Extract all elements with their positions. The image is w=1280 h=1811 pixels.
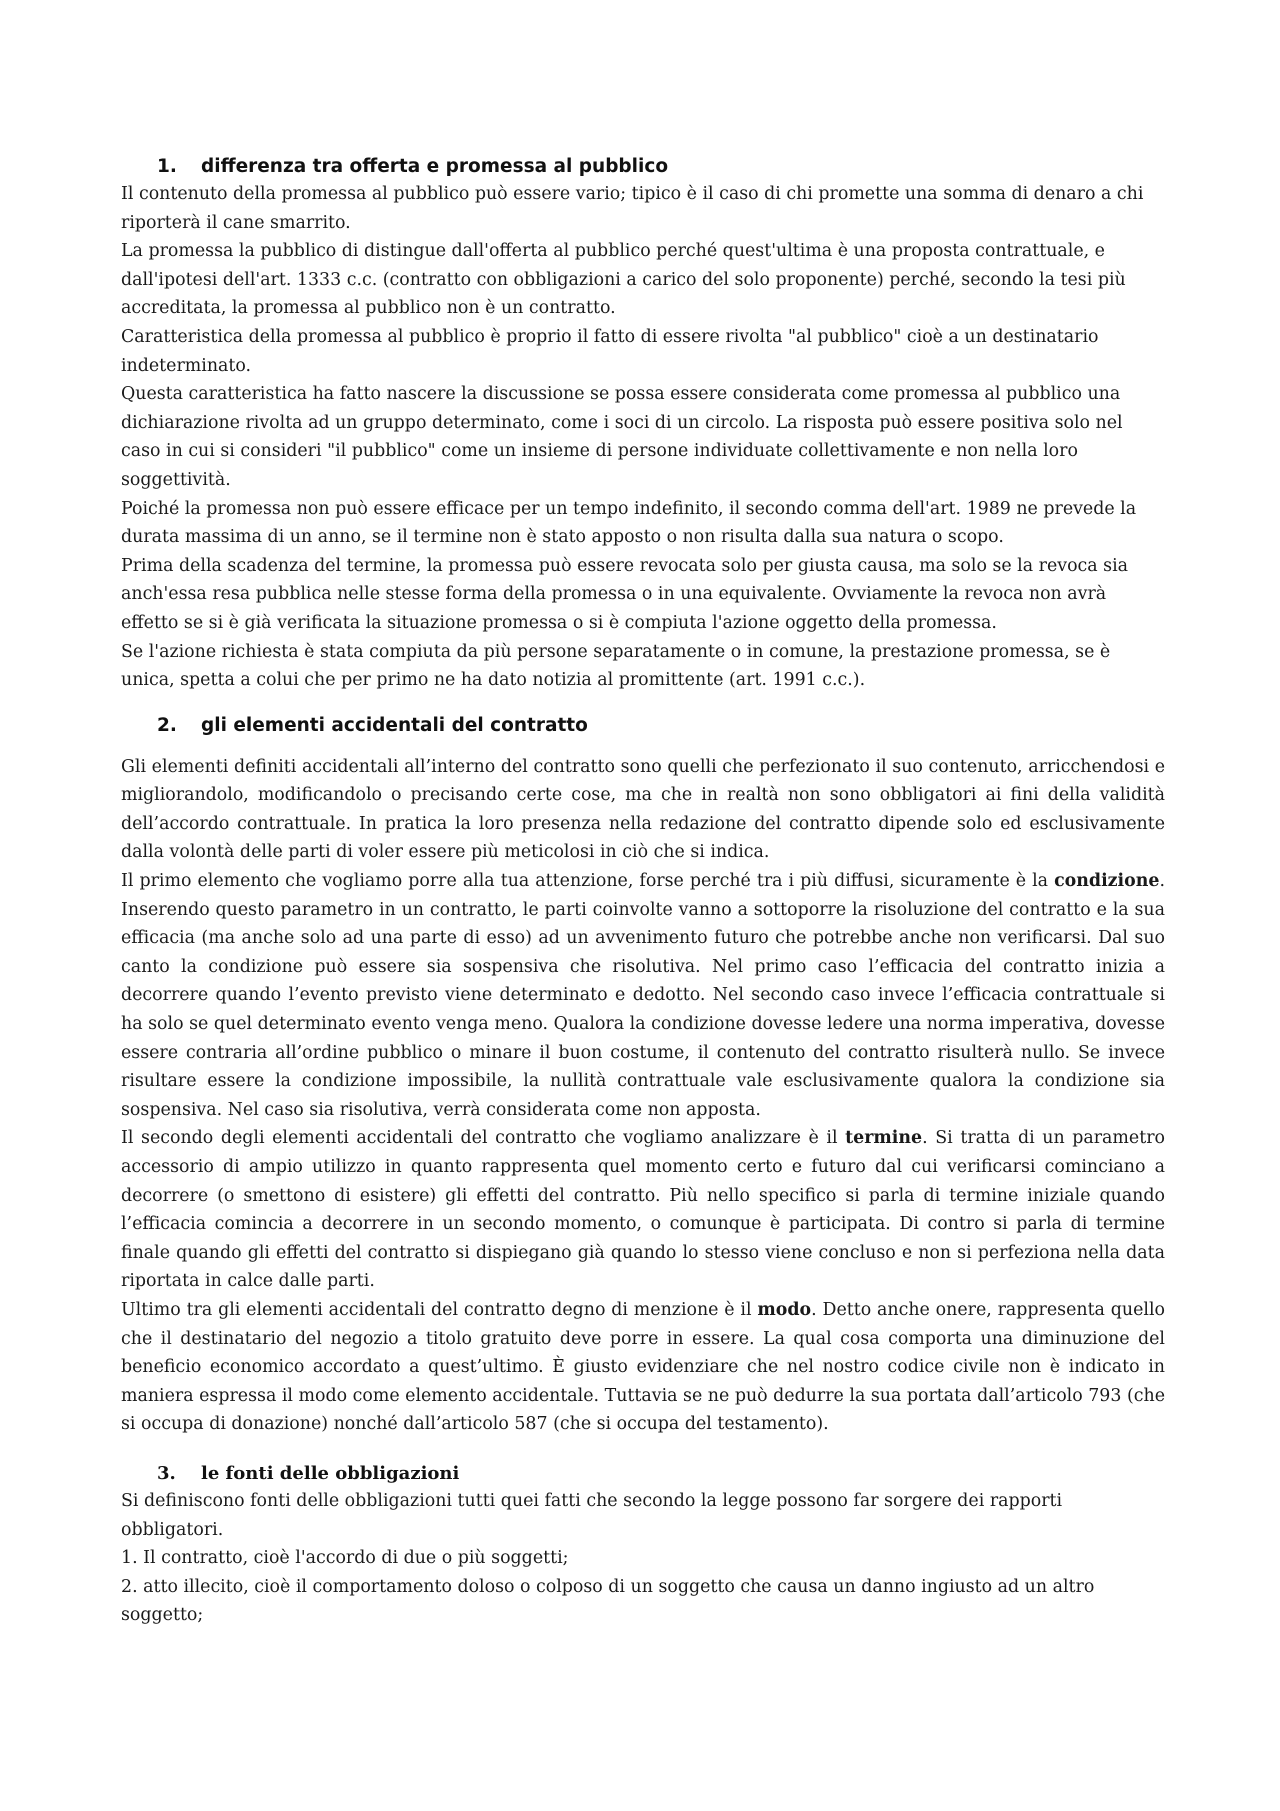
paragraph: Si definiscono fonti delle obbligazioni tutti quei fatti che secondo la legge possono far sorgere dei rapporti obbligatori. [121,1490,1063,1540]
list-item: 2. atto illecito, cioè il comportamento doloso o colposo di un soggetto che causa un danno ingiusto ad un altro soggetto; [121,1576,1095,1626]
section-number: 1. [157,156,177,177]
paragraph-termine: Il secondo degli elementi accidentali del contratto che vogliamo analizzare è il termine. Si tratta di un parametro accessorio di ampio utilizzo in quanto rappresenta quel momento certo e futuro dal cui verificarsi cominciano a decorrere (o smettono di esistere) gli effetti del contratto. Più nello specifico si parla di termine iniziale quando l’efficacia comincia a decorrere in un secondo momento, o comunque è participata. Di contro si parla di termine finale quando gli effetti del contratto si dispiegano già quando lo stesso viene concluso e non si perfeziona nella data riportata in calce dalle parti. [121,1128,1165,1292]
paragraph: Se l'azione richiesta è stata compiuta da più persone separatamente o in comune, la prestazione promessa, se è unica, spetta a colui che per primo ne ha dato notizia al promittente (art. 1991 c.c.). [121,641,1111,691]
paragraph: Questa caratteristica ha fatto nascere la discussione se possa essere considerata come promessa al pubblico una dichiarazione rivolta ad un gruppo determinato, come i soci di un circolo. La risposta può essere positiva solo nel caso in cui si consideri "il pubblico" come un insieme di persone individuate collettivamente e non nella loro soggettività. [121,384,1123,490]
section-title: differenza tra offerta e promessa al pubblico [201,156,669,177]
term-condizione: condizione [1054,871,1160,892]
paragraph: Poiché la promessa non può essere efficace per un tempo indefinito, il secondo comma dell'art. 1989 ne prevede la durata massima di un anno, se il termine non è stato apposto o non risulta dalla sua natura o scopo. [121,498,1137,548]
section-number: 3. [157,1462,176,1484]
document-page [121,154,1165,1630]
section-2-heading [121,713,1165,739]
list-item: 1. Il contratto, cioè l'accordo di due o più soggetti; [121,1548,569,1569]
term-modo: modo [757,1299,812,1320]
section-title: le fonti delle obbligazioni [201,1462,460,1484]
paragraph: La promessa la pubblico di distingue dall'offerta al pubblico perché quest'ultima è una proposta contrattuale, e dall'ipotesi dell'art. 1333 c.c. (contratto con obbligazioni a carico del solo proponente) perché, secondo la tesi più accreditata, la promessa al pubblico non è un contratto. [121,241,1126,319]
section-number: 2. [157,714,177,736]
paragraph-condizione: Il primo elemento che vogliamo porre alla tua attenzione, forse perché tra i più diffusi, sicuramente è la condizione. Inserendo questo parametro in un contratto, le parti coinvolte vanno a sottoporre la risoluzione del contratto e la sua efficacia (ma anche solo ad una parte di esso) ad un avvenimento futuro che potrebbe anche non verificarsi. Dal suo canto la condizione può essere sia sospensiva che risolutiva. Nel primo caso l’efficacia del contratto inizia a decorrere quando l’evento previsto viene determinato e dedotto. Nel secondo caso invece l’efficacia contrattuale si ha solo se quel determinato evento venga meno. Qualora la condizione dovesse ledere una norma imperativa, dovesse essere contraria all’ordine pubblico o minare il buon costume, il contenuto del contratto risulterà nullo. Se invece risultare essere la condizione impossibile, la nullità contrattuale vale esclusivamente qualora la condizione sia sospensiva. Nel caso sia risolutiva, verrà considerata come non apposta. [121,871,1165,1120]
section-title: gli elementi accidentali del contratto [201,714,588,736]
section-3-heading [121,1461,1165,1487]
term-termine: termine [845,1128,923,1149]
section-1-heading [121,154,1165,180]
paragraph: Gli elementi definiti accidentali all’interno del contratto sono quelli che perfezionato il suo contenuto, arricchendosi e migliorandolo, modificandolo o precisando certe cose, ma che in realtà non sono obbligatori ai fini della validità dell’accordo contrattuale. In pratica la loro presenza nella redazione del contratto dipende solo ed esclusivamente dalla volontà delle parti di voler essere più meticolosi in ciò che si indica. [121,756,1165,863]
paragraph: Caratteristica della promessa al pubblico è proprio il fatto di essere rivolta "al pubblico" cioè a un destinatario indeterminato. [121,326,1099,376]
paragraph: Prima della scadenza del termine, la promessa può essere revocata solo per giusta causa, ma solo se la revoca sia anch'essa resa pubblica nelle stesse forma della promessa o in una equivalente. Ovviamente la revoca non avrà effetto se si è già verificata la situazione promessa o si è compiuta l'azione oggetto della promessa. [121,555,1129,633]
paragraph-modo: Ultimo tra gli elementi accidentali del contratto degno di menzione è il modo. Detto anche onere, rappresenta quello che il destinatario del negozio a titolo gratuito deve porre in essere. La qual cosa comporta una diminuzione del beneficio economico accordato a quest’ultimo. È giusto evidenziare che nel nostro codice civile non è indicato in maniera espressa il modo come elemento accidentale. Tuttavia se ne può dedurre la sua portata dall’articolo 793 (che si occupa di donazione) nonché dall’articolo 587 (che si occupa del testamento). [121,1299,1165,1435]
paragraph: Il contenuto della promessa al pubblico può essere vario; tipico è il caso di chi promette una somma di denaro a chi riporterà il cane smarrito. [121,184,1144,233]
